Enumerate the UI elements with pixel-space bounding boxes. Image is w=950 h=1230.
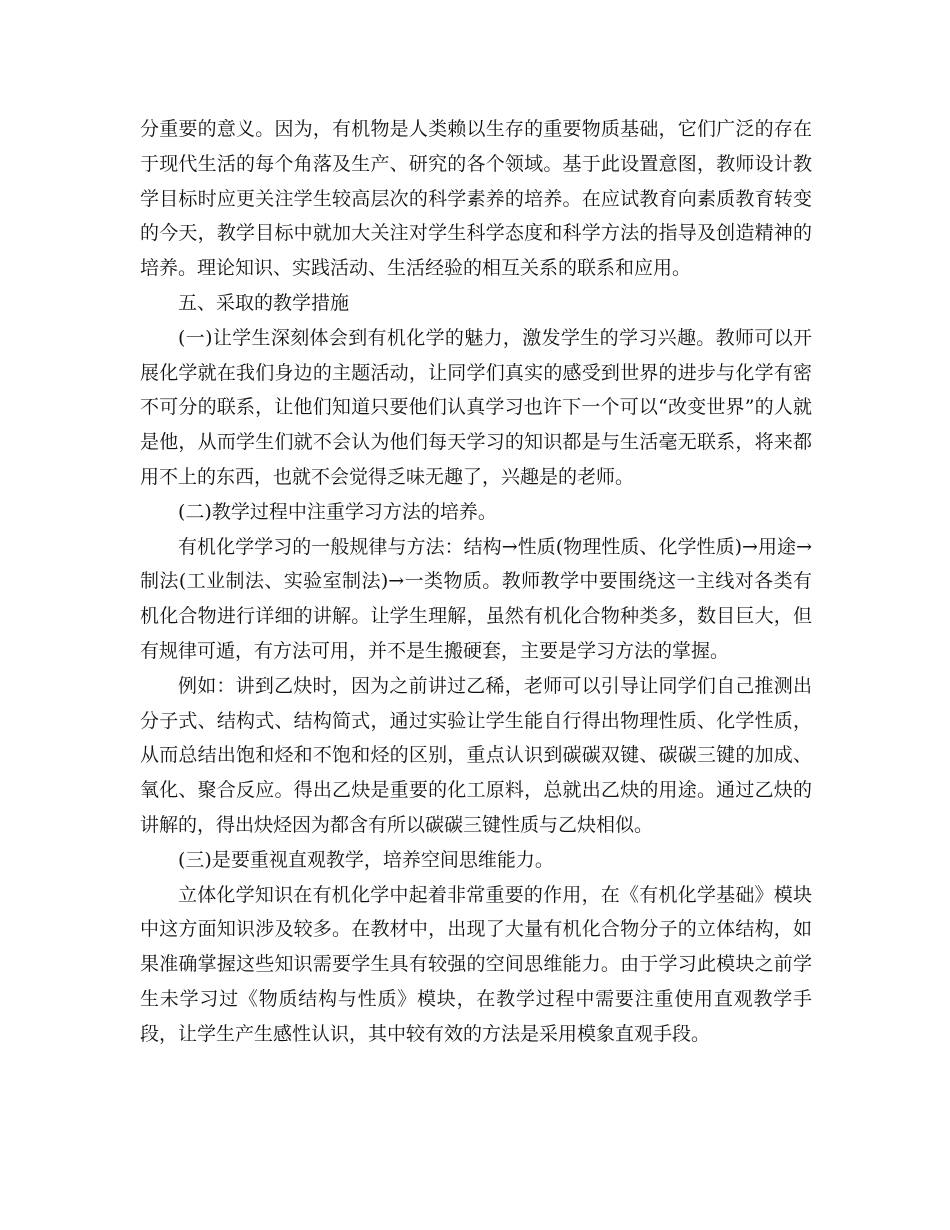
section-heading-five: 五、采取的教学措施 bbox=[178, 291, 350, 314]
paragraph-example-acetylene: 例如：讲到乙炔时，因为之前讲过乙稀，老师可以引导让同学们自己推测出分子式、结构式、结构简式，通过实验让学生能自行得出物理性质、化学性质，从而总结出饱和烃和不饱和烃的区别，重点认识到碳碳双键、碳碳三键的加成、氧化、聚合反应。得出乙炔是重要的化工原料，总就出乙炔的用途。通过乙炔的讲解的，得出炔烃因为都含有所以碳碳三键性质与乙炔相似。 bbox=[140, 674, 812, 836]
paragraph-measure-three-heading: (三)是要重视直观教学，培养空间思维能力。 bbox=[178, 848, 554, 871]
paragraph-stereochemistry: 立体化学知识在有机化学中起着非常重要的作用，在《有机化学基础》模块中这方面知识涉及较多。在教材中，出现了大量有机化合物分子的立体结构，如果准确掌握这些知识需要学生具有较强的空间思维能力。由于学习此模块之前学生未学习过《物质结构与性质》模块，在教学过程中需要注重使用直观教学手段，让学生产生感性认识，其中较有效的方法是采用模象直观手段。 bbox=[140, 883, 812, 1045]
paragraph-measure-two-heading: (二)教学过程中注重学习方法的培养。 bbox=[178, 500, 497, 523]
paragraph-study-method: 有机化学学习的一般规律与方法：结构→性质(物理性质、化学性质)→用途→制法(工业制法、实验室制法)→一类物质。教师教学中要围绕这一主线对各类有机化合物进行详细的讲解。让学生理解，虽然有机化合物种类多，数目巨大，但有规律可遁，有方法可用，并不是生搬硬套，主要是学习方法的掌握。 bbox=[140, 535, 812, 662]
paragraph-continuation: 分重要的意义。因为，有机物是人类赖以生存的重要物质基础，它们广泛的存在于现代生活的每个角落及生产、研究的各个领域。基于此设置意图，教师设计教学目标时应更关注学生较高层次的科学素养的培养。在应试教育向素质教育转变的今天，教学目标中就加大关注对学生科学态度和科学方法的指导及创造精神的培养。理论知识、实践活动、生活经验的相互关系的联系和应用。 bbox=[140, 118, 812, 280]
document-body bbox=[140, 112, 812, 1052]
paragraph-measure-one: (一)让学生深刻体会到有机化学的魅力，激发学生的学习兴趣。教师可以开展化学就在我们身边的主题活动，让同学们真实的感受到世界的进步与化学有密不可分的联系，让他们知道只要他们认真学习也许下一个可以“改变世界”的人就是他，从而学生们就不会认为他们每天学习的知识都是与生活毫无联系，将来都用不上的东西，也就不会觉得乏味无趣了，兴趣是的老师。 bbox=[140, 326, 812, 488]
